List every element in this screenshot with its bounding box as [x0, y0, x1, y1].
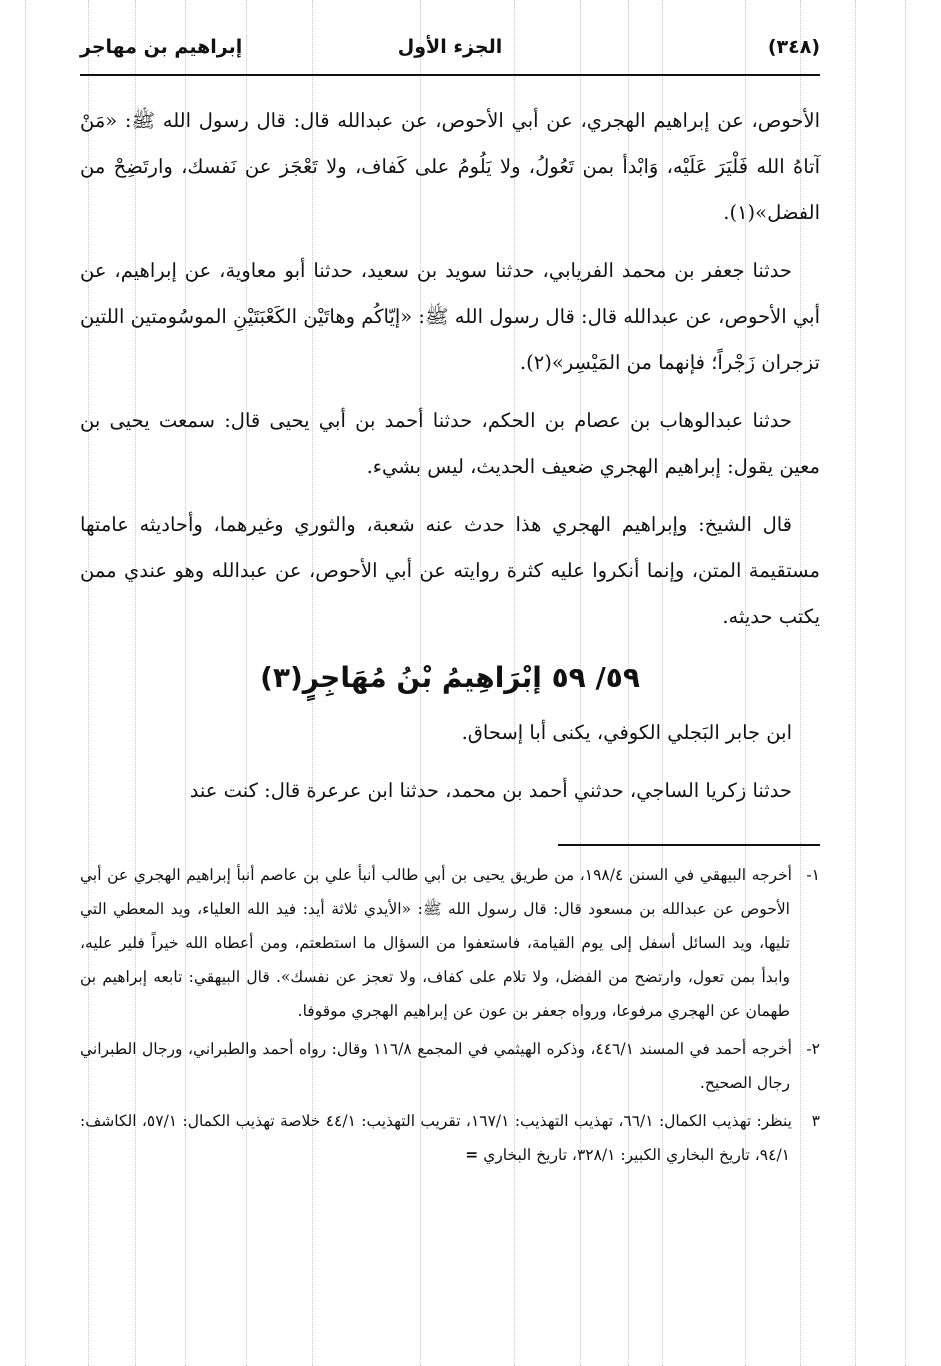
margin-guide-line	[905, 0, 906, 1366]
paragraph: حدثنا جعفر بن محمد الفريابي، حدثنا سويد بن سعيد، حدثنا أبو معاوية، عن إبراهيم، عن أبي الأحوص، عن عبدالله قال: قال رسول الله ﷺ: «إيّاكُم وهاتَيْن الكَعْبَتَيْنِ الموسُومتين اللتين تزجران زَجْراً؛ فإنهما من المَيْسِر»(٢).	[80, 259, 820, 374]
continuation-mark: =	[465, 1145, 479, 1164]
paragraph: حدثنا زكريا الساجي، حدثني أحمد بن محمد، حدثنا ابن عرعرة قال: كنت عند	[189, 779, 792, 802]
main-text	[80, 98, 820, 1176]
margin-guide-line	[855, 0, 856, 1366]
page-number: (٣٤٨)	[767, 36, 820, 58]
entry-title: ٥٩/ ٥٩ إبْرَاهِيمُ بْنُ مُهَاجِرٍ(٣)	[260, 661, 640, 694]
page-header	[80, 30, 820, 76]
footnote-number: ١-	[806, 866, 820, 884]
paragraph: الأحوص، عن إبراهيم الهجري، عن أبي الأحوص، عن عبدالله قال: قال رسول الله ﷺ: «مَنْ آتاهُ الله فَلْيَرَ عَلَيْه، وَابْدأ بمن تَعُولُ، ولا يَلُومُ على كَفاف، ولا تَعْجَز عن نَفسك، وارتَضِحْ من الفضل»(١).	[80, 109, 820, 224]
footnote-text: أخرجه البيهقي في السنن ١٩٨/٤، من طريق يحيى بن أبي طالب أنبأ علي بن عاصم أنبأ إبراهيم الهجري عن أبي الأحوص عن عبدالله بن مسعود قال: قال رسول الله ﷺ: «الأيدي ثلاثة أيد: فيد الله العلياء، ويد المعطي التي تليها، ويد السائل أسفل إلى يوم القيامة، فاستعفوا من السؤال ما استطعتم، ومن أعطاه الله خيراً فلير عليه، وابدأ بمن تعول، وارتضح من الفضل، ولا تلام على كفاف، ولا تعجز عن نفسك». قال البيهقي: تابعه إبراهيم بن طهمان عن الهجري مرفوعا، ورواه جعفر بن عون عن إبراهيم الهجري موقوفا.	[80, 866, 792, 1020]
footnote	[80, 1104, 820, 1172]
footnote	[80, 1032, 820, 1100]
paragraph: ابن جابر البَجلي الكوفي، يكنى أبا إسحاق.	[461, 721, 792, 744]
running-title: إبراهيم بن مهاجر	[80, 36, 243, 58]
footnote-text: ينظر: تهذيب الكمال: ٦٦/١، تهذيب التهذيب: ١٦٧/١، تقريب التهذيب: ٤٤/١ خلاصة تهذيب الكمال: ٥٧/١، الكاشف: ٩٤/١، تاريخ البخاري الكبير: ٣٢٨/١، تاريخ البخاري	[80, 1112, 792, 1164]
margin-guide-line	[25, 0, 26, 1366]
footnote-number: ٣	[811, 1112, 820, 1130]
document-page	[80, 0, 820, 1366]
paragraph: قال الشيخ: وإبراهيم الهجري هذا حدث عنه شعبة، والثوري وغيرهما، وأحاديثه عامتها مستقيمة المتن، وإنما أنكروا عليه كثرة روايته عن أبي الأحوص، عن عبدالله وهو عندي ممن يكتب حديثه.	[80, 513, 820, 628]
footnote-separator	[558, 844, 820, 846]
volume-title: الجزء الأول	[397, 36, 503, 58]
footnote-number: ٢-	[806, 1040, 820, 1058]
paragraph: حدثنا عبدالوهاب بن عصام بن الحكم، حدثنا أحمد بن أبي يحيى قال: سمعت يحيى بن معين يقول: إبراهيم الهجري ضعيف الحديث، ليس بشيء.	[80, 409, 820, 478]
footnote-text: أخرجه أحمد في المسند ٤٤٦/١، وذكره الهيثمي في المجمع ١١٦/٨ وقال: رواه أحمد والطبراني، ورجال الطبراني رجال الصحيح.	[80, 1040, 792, 1092]
footnote	[80, 858, 820, 1028]
